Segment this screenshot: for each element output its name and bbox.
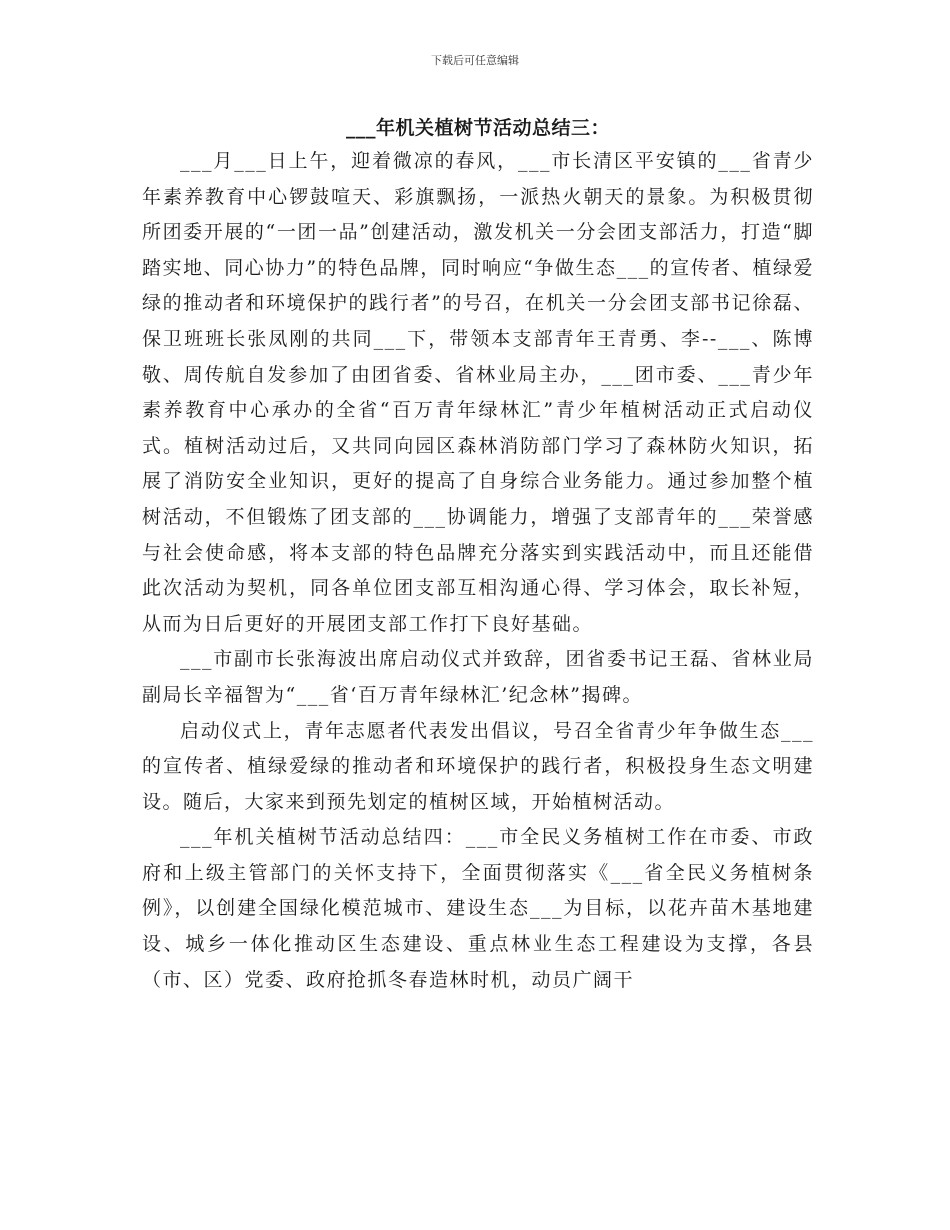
paragraph-4: ___年机关植树节活动总结四：___市全民义务植树工作在市委、市政府和上级主管部门的关怀支持下，全面贯彻落实《___省全民义务植树条例》，以创建全国绿化模范城市、建设生态___为目标，以花卉苗木基地建设、城乡一体化推动区生态建设、重点林业生态工程建设为支撑，各县（市、区）党委、政府抢抓冬春造林时机，动员广阔干: [142, 826, 814, 991]
header-note: 下载后可任意编辑: [431, 54, 519, 67]
paragraph-3: 启动仪式上，青年志愿者代表发出倡议，号召全省青少年争做生态___的宣传者、植绿爱绿的推动者和环境保护的践行者，积极投身生态文明建设。随后，大家来到预先划定的植树区域，开始植树活动。: [142, 719, 814, 813]
paragraph-2: ___市副市长张海波出席启动仪式并致辞，团省委书记王磊、省林业局副局长辛福智为“___省‘百万青年绿林汇’纪念林”揭碑。: [142, 648, 814, 706]
document-body: [142, 112, 814, 998]
document-title: ___年机关植树节活动总结三：: [345, 117, 610, 139]
paragraph-1: ___月___日上午，迎着微凉的春风，___市长清区平安镇的___省青少年素养教育中心锣鼓喧天、彩旗飘扬，一派热火朝天的景象。为积极贯彻所团委开展的“一团一品”创建活动，激发机关一分会团支部活力，打造“脚踏实地、同心协力”的特色品牌，同时响应“争做生态___的宣传者、植绿爱绿的推动者和环境保护的践行者”的号召，在机关一分会团支部书记徐磊、保卫班班长张凤刚的共同___下，带领本支部青年王青勇、李--___、陈博敬、周传航自发参加了由团省委、省林业局主办，___团市委、___青少年素养教育中心承办的全省“百万青年绿林汇”青少年植树活动正式启动仪式。植树活动过后，又共同向园区森林消防部门学习了森林防火知识，拓展了消防安全业知识，更好的提高了自身综合业务能力。通过参加整个植树活动，不但锻炼了团支部的___协调能力，增强了支部青年的___荣誉感与社会使命感，将本支部的特色品牌充分落实到实践活动中，而且还能借此次活动为契机，同各单位团支部互相沟通心得、学习体会，取长补短，从而为日后更好的开展团支部工作打下良好基础。: [142, 150, 814, 635]
